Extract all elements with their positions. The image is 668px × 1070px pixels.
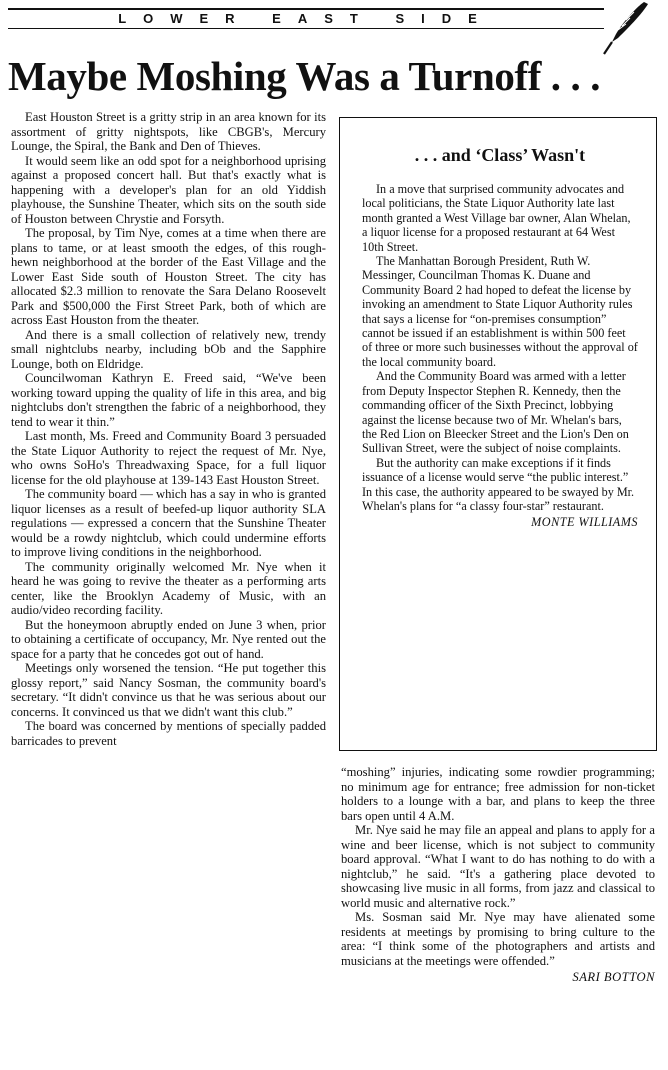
article-paragraph: The community board — which has a say in who is granted liquor licenses as a result of beefed-up liquor authority SLA regulations — expressed a concern that the Sunshine Theater would be a rowdy nightclub, which could undermine efforts to improve living conditions in the neighborhood.	[11, 487, 326, 559]
sidebar-paragraph: The Manhattan Borough President, Ruth W. Messinger, Councilman Thomas K. Duane and Community Board 2 had hoped to defeat the license by invoking an amendment to State Liquor Authority rules that says a license for “on-premises consumption” cannot be issued if an establishment is within 500 feet of three or more such businesses without the approval of the local community board.	[362, 254, 638, 369]
sidebar-paragraph: In a move that surprised community advocates and local politicians, the State Liquor Authority late last month granted a West Village bar owner, Alan Whelan, a liquor license for a proposed restaurant at 64 West 10th Street.	[362, 182, 631, 254]
sidebar-paragraph: And the Community Board was armed with a letter from Deputy Inspector Stephen R. Kennedy, then the commanding officer of the Sixth Precinct, lobbying against the license because two of Mr. Whelan's bars, the Red Lion on Bleecker Street and the Lion's Den on Sullivan Street, were the subject of noise complaints.	[362, 369, 629, 456]
sidebar-paragraph: But the authority can make exceptions if it finds issuance of a license would serve “the public interest.” In this case, the authority appeared to be swayed by Mr. Whelan's plans for “a classy four-star” restaurant.	[362, 455, 635, 513]
article-paragraph: Last month, Ms. Freed and Community Board 3 persuaded the State Liquor Authority to reject the request of Mr. Nye, who owns SoHo's Threadwaxing Space, for a full liquor license for the old playhouse at 139-143 East Houston Street.	[11, 429, 326, 487]
sidebar-box	[339, 117, 657, 751]
article-paragraph: Mr. Nye said he may file an appeal and plans to apply for a wine and beer license, which is not subject to community board approval. “What I want to do has nothing to do with a nightclub,” he said. “It's a gathering place devoted to showcasing live music in all forms, from jazz and classical to world music and alternative rock.”	[341, 823, 655, 910]
article-paragraph: But the honeymoon abruptly ended on June 3 when, prior to obtaining a certificate of occupancy, Mr. Nye rented out the space for a party that he concedes got out of hand.	[11, 617, 326, 661]
article-paragraph: East Houston Street is a gritty strip in an area known for its assortment of gritty nightspots, like CBGB's, Mercury Lounge, the Spiral, the Bank and Den of Thieves.	[11, 110, 326, 153]
article-paragraph: “moshing” injuries, indicating some rowdier programming; no minimum age for entrance; free admission for non-ticket holders to a lounge with a bar, and plans to keep the three bars open until 4 A.M.	[341, 765, 655, 823]
article-paragraph: And there is a small collection of relatively new, trendy small nightclubs nearby, including bOb and the Sapphire Lounge, both on Eldridge.	[11, 327, 326, 371]
article-paragraph: Councilwoman Kathryn E. Freed said, “We've been working toward upping the quality of life in this area, and big nightclubs don't strengthen the fabric of a neighborhood, they tend to wear it thin.”	[11, 371, 326, 429]
article-continuation-column	[341, 765, 655, 985]
quill-pen-icon	[598, 0, 654, 56]
main-article-column	[11, 110, 326, 748]
sidebar-body	[362, 182, 638, 530]
sidebar-headline: . . . and ‘Class’ Wasn't	[414, 145, 586, 165]
section-header	[8, 8, 604, 30]
section-rule-top	[8, 8, 604, 10]
article-byline: SARI BOTTON	[572, 970, 655, 984]
sidebar-byline: MONTE WILLIAMS	[531, 515, 638, 530]
article-paragraph: The proposal, by Tim Nye, comes at a time when there are plans to tame, or at least smooth the edges, of this rough-hewn neighborhood at the border of the East Village and the Lower East Side south of Houston Street. The city has allocated $2.3 million to renovate the Sara Delano Roosevelt Park and $500,000 the First Street Park, both of which are across East Houston from the theater.	[11, 226, 326, 327]
section-rule-bottom	[8, 28, 604, 29]
article-paragraph: The community originally welcomed Mr. Nye when it heard he was going to revive the theater as a performing arts center, like the Brooklyn Academy of Music, with an audio/video recording facility.	[11, 559, 326, 617]
article-paragraph: It would seem like an odd spot for a neighborhood uprising against a proposed concert hall. But that's exactly what is happening with a developer's plan for an old Yiddish playhouse, the Sunshine Theater, which sits on the south side of Houston between Chrystie and Forsyth.	[11, 153, 326, 226]
article-paragraph: The board was concerned by mentions of specially padded barricades to prevent	[11, 719, 326, 748]
article-paragraph: Meetings only worsened the tension. “He put together this glossy report,” said Nancy Sosman, the community board's secretary. “It didn't convince us that he was serious about our concerns. It convinced us that we didn't want this club.”	[11, 661, 326, 719]
article-paragraph: Ms. Sosman said Mr. Nye may have alienated some residents at meetings by promising to bring culture to the area: “I think some of the photographers and artists and musicians at the meetings were offended.”	[341, 910, 655, 968]
headline: Maybe Moshing Was a Turnoff . . .	[8, 53, 601, 99]
section-label: LOWER EAST SIDE	[118, 11, 494, 26]
